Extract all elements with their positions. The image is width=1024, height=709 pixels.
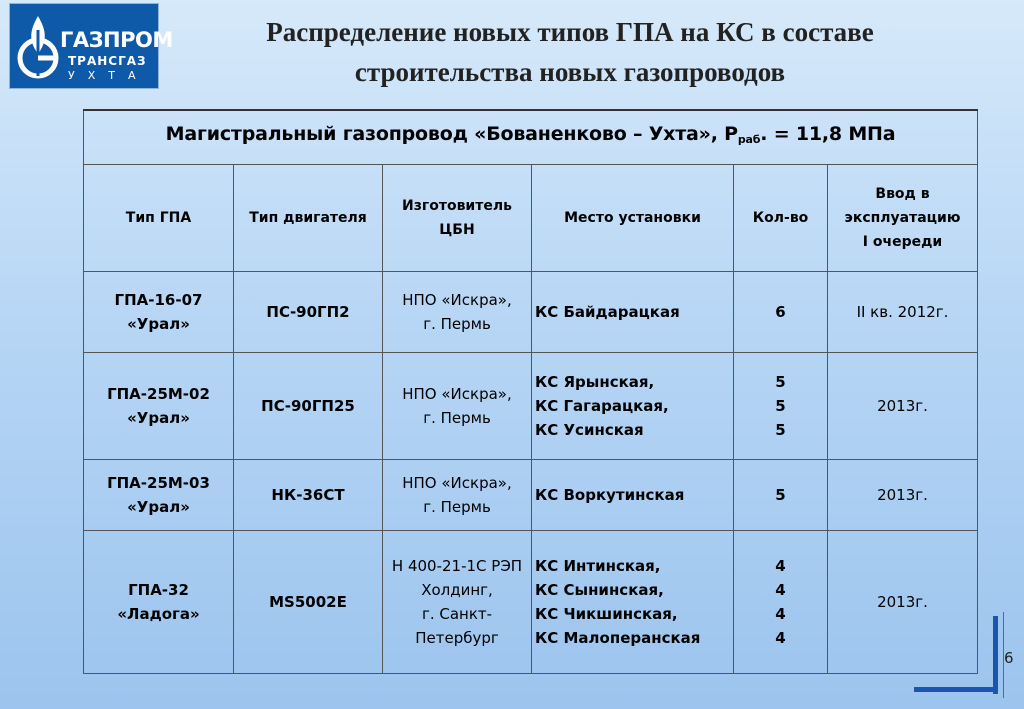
- table-row: [84, 530, 978, 673]
- cell-engine: ПС-90ГП25: [234, 352, 383, 459]
- cell-place: КС Байдарацкая: [532, 271, 734, 352]
- cell-place: КС Воркутинская: [532, 459, 734, 530]
- cell-commission: II кв. 2012г.: [828, 271, 978, 352]
- cell-type: ГПА-25М-03 «Урал»: [84, 459, 234, 530]
- cell-type: ГПА-16-07 «Урал»: [84, 271, 234, 352]
- cell-commission: 2013г.: [828, 459, 978, 530]
- corner-decoration-horizontal: [914, 687, 998, 692]
- page-number: 6: [1004, 649, 1014, 667]
- cell-count: 5 5 5: [734, 352, 828, 459]
- cell-place: КС Ярынская, КС Гагарацкая, КС Усинская: [532, 352, 734, 459]
- cell-commission: 2013г.: [828, 352, 978, 459]
- cell-engine: НК-36СТ: [234, 459, 383, 530]
- logo-line-2: ТРАНСГАЗ: [68, 54, 147, 68]
- cell-count: 6: [734, 271, 828, 352]
- header-maker: Изготовитель ЦБН: [383, 164, 532, 271]
- title-line-1: Распределение новых типов ГПА на КС в составе: [266, 17, 874, 47]
- header-commission: Ввод в эксплуатацию I очереди: [828, 164, 978, 271]
- cell-maker: НПО «Искра», г. Пермь: [383, 271, 532, 352]
- logo-line-1: ГАЗПРОМ: [60, 28, 173, 52]
- header-place: Место установки: [532, 164, 734, 271]
- cell-maker: НПО «Искра», г. Пермь: [383, 352, 532, 459]
- gazprom-flame-icon: [16, 10, 60, 86]
- cell-maker: Н 400-21-1С РЭП Холдинг, г. Санкт- Петербург: [383, 530, 532, 673]
- table-caption: Магистральный газопровод «Бованенково – Ухта», $Р_{раб}$. = 11,8 МПа: [84, 110, 978, 164]
- cell-commission: 2013г.: [828, 530, 978, 673]
- corner-decoration-vertical: [993, 616, 998, 694]
- gpa-distribution-table: [83, 109, 978, 674]
- cell-engine: MS5002E: [234, 530, 383, 673]
- header-type: Тип ГПА: [84, 164, 234, 271]
- header-engine: Тип двигателя: [234, 164, 383, 271]
- cell-type: ГПА-25М-02 «Урал»: [84, 352, 234, 459]
- table-row: [84, 271, 978, 352]
- gazprom-logo: [9, 3, 173, 89]
- cell-count: 5: [734, 459, 828, 530]
- table-row: [84, 459, 978, 530]
- cell-maker: НПО «Искра», г. Пермь: [383, 459, 532, 530]
- cell-place: КС Интинская, КС Сынинская, КС Чикшинская, КС Малоперанская: [532, 530, 734, 673]
- column-header-row: [84, 164, 978, 271]
- table-row: [84, 352, 978, 459]
- title-line-2: строительства новых газопроводов: [354, 57, 786, 87]
- cell-engine: ПС-90ГП2: [234, 271, 383, 352]
- logo-line-3: УХТА: [68, 69, 149, 82]
- table-caption-row: [84, 110, 978, 164]
- cell-type: ГПА-32 «Ладога»: [84, 530, 234, 673]
- page-title: [170, 12, 970, 92]
- header-count: Кол-во: [734, 164, 828, 271]
- cell-count: 4 4 4 4: [734, 530, 828, 673]
